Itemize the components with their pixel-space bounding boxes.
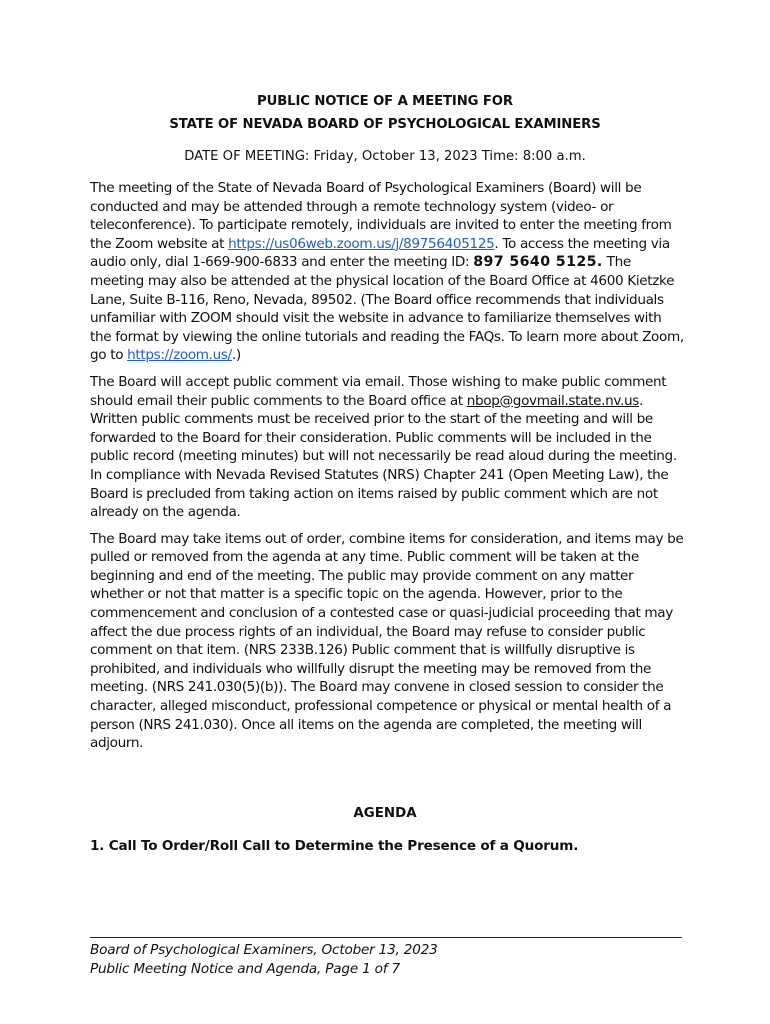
meeting-id: 897 5640 5125. — [473, 254, 603, 271]
public-comment-paragraph — [90, 373, 684, 522]
paragraph-text: .) — [231, 347, 241, 364]
agenda-item: 1. Call To Order/Roll Call to Determine the Presence of a Quorum. — [90, 838, 579, 854]
footer-line-2: Public Meeting Notice and Agenda, Page 1 of 7 — [90, 961, 400, 977]
paragraph-text: The meeting may also be attended at the physical location of the Board Office at 4600 Kietzke Lane, Suite B-116, Reno, Nevada, 89502. (The Board office recommends that individuals unfamiliar with ZOOM should visit the website in advance to familiarize themselves with the format by viewing the online tutorials and reading the FAQs. To learn more about Zoom, go to — [90, 254, 684, 364]
agenda-rules-paragraph: The Board may take items out of order, combine items for consideration, and items may be pulled or removed from the agenda at any time. Public comment will be taken at the beginning and end of the meeting. The public may provide comment on any matter whether or not that matter is a specific topic on the agenda. However, prior to the commencement and conclusion of a contested case or quasi-judicial proceeding that may affect the due process rights of an individual, the Board may refuse to consider public comment on that item. (NRS 233B.126) Public comment that is willfully disruptive is prohibited, and individuals who willfully disrupt the meeting may be removed from the meeting. (NRS 241.030(5)(b)). The Board may convene in closed session to consider the character, alleged misconduct, professional competence or physical or mental health of a person (NRS 241.030). Once all items on the agenda are completed, the meeting will adjourn. — [90, 530, 684, 752]
notice-title-line-2: STATE OF NEVADA BOARD OF PSYCHOLOGICAL EXAMINERS — [169, 117, 601, 132]
agenda-heading: AGENDA — [353, 806, 417, 821]
board-email: nbop@govmail.state.nv.us — [466, 392, 639, 409]
paragraph-text: . Written public comments must be received prior to the start of the meeting and will be forwarded to the Board for their consideration. Public comments will be included in the public record (meeting minutes) but will not necessarily be read aloud during the meeting. In compliance with Nevada Revised Statutes (NRS) Chapter 241 (Open Meeting Law), the Board is precluded from taking action on items raised by public comment which are not already on the agenda. — [90, 392, 677, 521]
zoom-home-link[interactable]: https://zoom.us/ — [127, 347, 232, 364]
paragraph-text: . To access the meeting via audio only, dial 1-669-900-6833 and enter the meeting ID: — [90, 235, 670, 271]
footer-divider — [90, 937, 682, 938]
notice-title-line-1: PUBLIC NOTICE OF A MEETING FOR — [257, 94, 513, 109]
zoom-meeting-link[interactable]: https://us06web.zoom.us/j/89756405125 — [228, 235, 495, 252]
footer-line-1: Board of Psychological Examiners, October 13, 2023 — [90, 942, 438, 958]
paragraph-text: The meeting of the State of Nevada Board of Psychological Examiners (Board) will be conducted and may be attended through a remote technology system (video- or teleconference). To participate remotely, individuals are invited to enter the meeting from the Zoom website at — [90, 180, 672, 252]
meeting-date-time: DATE OF MEETING: Friday, October 13, 2023 Time: 8:00 a.m. — [184, 149, 586, 164]
paragraph-text: The Board will accept public comment via email. Those wishing to make public comment should email their public comments to the Board office at — [90, 373, 667, 409]
page-footer — [90, 941, 438, 979]
notice-body — [90, 179, 684, 761]
remote-participation-paragraph — [90, 179, 684, 365]
